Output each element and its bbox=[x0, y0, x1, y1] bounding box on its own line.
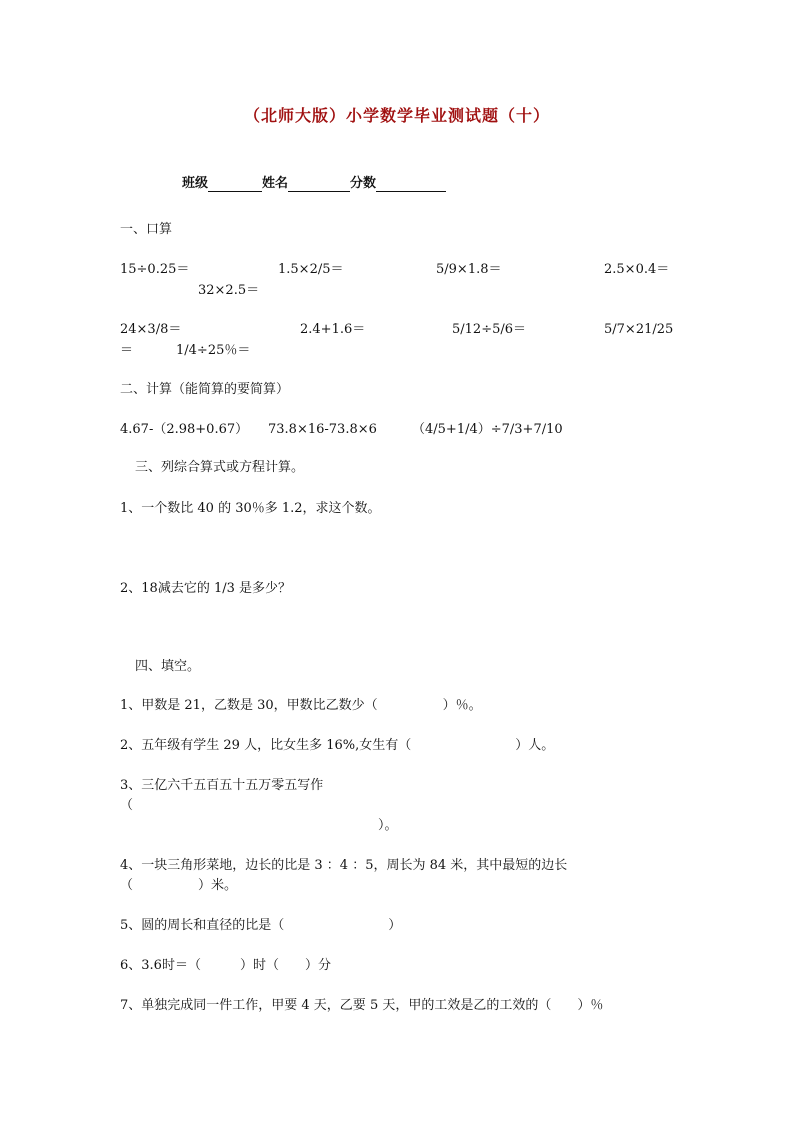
score-blank[interactable] bbox=[376, 177, 446, 192]
class-label: 班级 bbox=[182, 176, 209, 191]
section-fill-heading: 四、填空。 bbox=[135, 659, 201, 674]
score-label: 分数 bbox=[350, 176, 377, 191]
section-word-heading: 三、列综合算式或方程计算。 bbox=[135, 460, 305, 475]
oral-item: 1/4÷25％＝ bbox=[176, 343, 251, 358]
name-label: 姓名 bbox=[262, 176, 289, 191]
oral-item: 2.5×0.4＝ bbox=[604, 262, 670, 277]
fill-question: 2、五年级有学生 29 人，比女生多 16%,女生有（ ）人。 bbox=[120, 738, 555, 753]
oral-item: 5/7×21/25 bbox=[604, 322, 674, 337]
oral-item: 5/12÷5/6＝ bbox=[452, 322, 527, 337]
oral-item: ＝ bbox=[120, 343, 134, 358]
oral-item: 24×3/8＝ bbox=[120, 322, 182, 337]
calc-item: 73.8×16-73.8×6 bbox=[268, 422, 377, 437]
fill-question: 5、圆的周长和直径的比是（ ） bbox=[120, 918, 402, 933]
student-info-line bbox=[182, 176, 446, 192]
fill-question-bracket-close: ）。 bbox=[378, 818, 398, 833]
word-problem: 2、18减去它的 1/3 是多少？ bbox=[120, 581, 291, 596]
class-blank[interactable] bbox=[208, 177, 262, 192]
section-oral-heading: 一、口算 bbox=[120, 222, 173, 237]
oral-item: 5/9×1.8＝ bbox=[436, 262, 502, 277]
section-calc-heading: 二、计算（能简算的要简算） bbox=[120, 382, 290, 397]
fill-question: 4、一块三角形菜地，边长的比是 3 ：4 ：5，周长为 84 米，其中最短的边长 bbox=[120, 858, 568, 873]
fill-question-bracket-open: （ bbox=[120, 798, 134, 813]
name-blank[interactable] bbox=[288, 177, 350, 192]
fill-question: 7、单独完成同一件工作，甲要 4 天，乙要 5 天，甲的工效是乙的工效的（ ）％ bbox=[120, 998, 604, 1013]
oral-item: 15÷0.25＝ bbox=[120, 262, 190, 277]
fill-question: 1、甲数是 21，乙数是 30，甲数比乙数少（ ）％。 bbox=[120, 698, 482, 713]
fill-question: 3、三亿六千五百五十五万零五写作 bbox=[120, 778, 324, 793]
fill-question: 6、3.6时＝（ ）时（ ）分 bbox=[120, 958, 331, 973]
fill-question: （ ）米。 bbox=[120, 878, 238, 893]
oral-item: 1.5×2/5＝ bbox=[278, 262, 344, 277]
page-title: （北师大版）小学数学毕业测试题（十） bbox=[243, 106, 550, 125]
oral-item: 2.4+1.6＝ bbox=[300, 322, 366, 337]
calc-item: 4.67-（2.98+0.67） bbox=[120, 422, 249, 437]
oral-item: 32×2.5＝ bbox=[198, 283, 260, 298]
word-problem: 1、一个数比 40 的 30％多 1.2，求这个数。 bbox=[120, 501, 381, 516]
calc-item: （4/5+1/4）÷7/3+7/10 bbox=[412, 422, 563, 437]
